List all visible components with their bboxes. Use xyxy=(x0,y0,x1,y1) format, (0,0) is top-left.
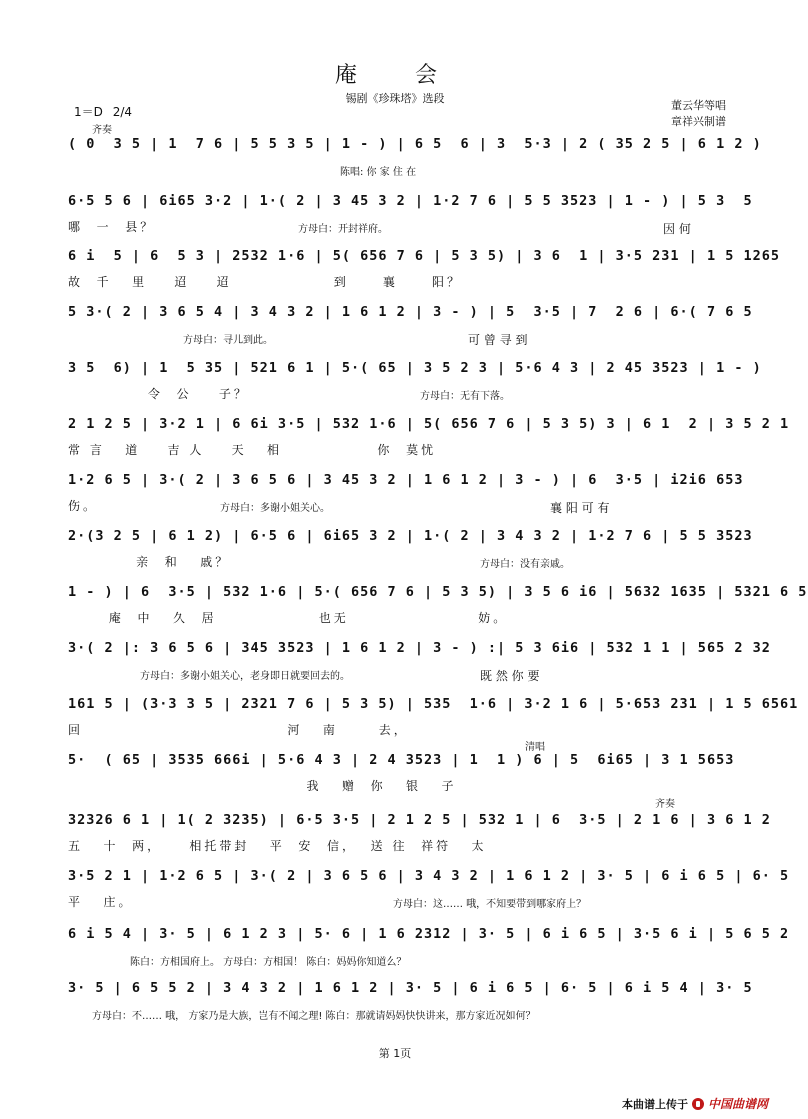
notation-line: 3 5 6) | 1 5 35 | 521 6 1 | 5·( 65 | 3 5 2 3 | 5·6 4 3 | 2 45 3523 | 1 - ) xyxy=(68,360,762,376)
lyric-line: 庵 中 久 居 也无 妨。 xyxy=(68,611,509,625)
page-title: 庵会 xyxy=(334,63,495,88)
notation-line: 6·5 5 6 | 6i65 3·2 | 1·( 2 | 3 45 3 2 | 1·2 7 6 | 5 5 3523 | 1 - ) | 5 3 5 xyxy=(68,193,753,209)
qingchang-marking: 清唱 xyxy=(525,742,545,753)
notation-line: 1·2 6 5 | 3·( 2 | 3 6 5 6 | 3 45 3 2 | 1 6 1 2 | 3 - ) | 6 3·5 | i2i6 653 xyxy=(68,472,744,488)
transcriber-credit: 章祥兴制谱 xyxy=(671,115,726,128)
spoken-line: 陈白：方相国府上。 方母白：方相国！ 陈白：妈妈你知道么？ xyxy=(130,957,407,968)
notation-line: 3· 5 | 6 5 5 2 | 3 4 3 2 | 1 6 1 2 | 3· 5 | 6 i 6 5 | 6· 5 | 6 i 5 4 | 3· 5 xyxy=(68,980,753,996)
singer-credit: 董云华等唱 xyxy=(671,99,726,112)
spoken-line: 方母白：多谢小姐关心，老身即日就要回去的。 xyxy=(140,671,350,682)
page-number: 第 1页 xyxy=(378,1047,412,1060)
lyric-line: 襄 阳 可 有 xyxy=(550,501,610,515)
spoken-line: 方母白：开封祥府。 xyxy=(298,224,388,235)
notation-line: 32326 6 1 | 1( 2 3235) | 6·5 3·5 | 2 1 2 5 | 532 1 | 6 3·5 | 2 1 6 | 3 6 1 2 xyxy=(68,812,771,828)
lyric-line: 回 河 南 去， xyxy=(68,723,409,737)
lyric-line: 令 公 子？ xyxy=(148,387,249,401)
notation-line: 3·5 2 1 | 1·2 6 5 | 3·( 2 | 3 6 5 6 | 3 4 3 2 | 1 6 1 2 | 3· 5 | 6 i 6 5 | 6· 5 xyxy=(68,868,790,884)
notation-line: 3·( 2 |: 3 6 5 6 | 345 3523 | 1 6 1 2 | 3 - ) :| 5 3 6i6 | 532 1 1 | 565 2 32 xyxy=(68,640,771,656)
lyric-line: 既 然 你 要 xyxy=(480,669,540,683)
lyric-line: 我 赠 你 银 子 xyxy=(68,779,457,793)
notation-line: 6 i 5 4 | 3· 5 | 6 1 2 3 | 5· 6 | 1 6 2312 | 3· 5 | 6 i 6 5 | 3·5 6 i | 5 6 5 2 xyxy=(68,926,790,942)
footer-credit xyxy=(622,1095,768,1112)
notation-line: 1 - ) | 6 3·5 | 532 1·6 | 5·( 656 7 6 | 5 3 5) | 3 5 6 i6 | 5632 1635 | 5321 6 5 xyxy=(68,584,808,600)
spoken-line: 方母白：这…… 哦，不知要带到哪家府上？ xyxy=(393,899,587,910)
site-name[interactable]: 中国曲谱网 xyxy=(707,1097,768,1111)
subtitle: 锡剧《珍珠塔》选段 xyxy=(345,92,445,105)
notation-line: ( 0 3 5 | 1 7 6 | 5 5 3 5 | 1 - ) | 6 5 6 | 3 5·3 | 2 ( 35 2 5 | 6 1 2 ) xyxy=(68,136,762,152)
upload-note: 本曲谱上传于 xyxy=(621,1097,688,1111)
lyric-line: 故 千 里 迢 迢 到 襄 阳？ xyxy=(68,275,462,289)
qizou-marking: 齐奏 xyxy=(655,799,675,810)
notation-line: 5· ( 65 | 3535 666i | 5·6 4 3 | 2 4 3523 | 1 1 ) 6 | 5 6i65 | 3 1 5653 xyxy=(68,752,735,768)
notation-line: 6 i 5 | 6 5 3 | 2532 1·6 | 5( 656 7 6 | 5 3 5) | 3 6 1 | 3·5 231 | 1 5 1265 xyxy=(68,248,780,264)
notation-line: 2·(3 2 5 | 6 1 2) | 6·5 6 | 6i65 3 2 | 1·( 2 | 3 4 3 2 | 1·2 7 6 | 5 5 3523 xyxy=(68,528,753,544)
notation-line: 161 5 | (3·3 3 5 | 2321 7 6 | 5 3 5) | 535 1·6 | 3·2 1 6 | 5·653 231 | 1 5 6561 xyxy=(68,696,799,712)
spoken-line: 方母白：没有亲戚。 xyxy=(480,559,570,570)
qizou-marking: 齐奏 xyxy=(92,125,112,136)
lyric-line: 可 曾 寻 到 xyxy=(468,333,528,347)
notation-line: 2 1 2 5 | 3·2 1 | 6 6i 3·5 | 532 1·6 | 5( 656 7 6 | 5 3 5) 3 | 6 1 2 | 3 5 2 1 xyxy=(68,416,790,432)
spoken-line: 方母白：无有下落。 xyxy=(420,391,510,402)
lyric-line: 伤。 xyxy=(68,499,99,513)
lyric-line: 平 庄。 xyxy=(68,895,134,909)
lyric-line: 亲 和 戚？ xyxy=(68,555,231,569)
site-logo-icon xyxy=(692,1098,704,1110)
spoken-line: 方母白：不…… 哦， 方家乃是大族，岂有不闻之理! 陈白：那就请妈妈快快讲来，那方家近况如何？ xyxy=(92,1011,536,1022)
lyric-line: 因 何 xyxy=(663,222,691,236)
lyric-line: 常 言 道 吉 人 天 相 你 莫忧 xyxy=(68,443,437,457)
lyric-line: 哪 一 县？ xyxy=(68,220,156,234)
notation-line: 5 3·( 2 | 3 6 5 4 | 3 4 3 2 | 1 6 1 2 | 3 - ) | 5 3·5 | 7 2 6 | 6·( 7 6 5 xyxy=(68,304,753,320)
spoken-line: 方母白：寻儿到此。 xyxy=(183,335,273,346)
key-signature: 1＝D 2/4 xyxy=(74,105,133,119)
spoken-line: 方母白：多谢小姐关心。 xyxy=(220,503,330,514)
lyric-line: 陈唱: 你 家 住 在 xyxy=(340,167,417,178)
lyric-line: 五 十 两， 相托带封 平 安 信， 送 往 祥符 太 xyxy=(68,839,487,853)
